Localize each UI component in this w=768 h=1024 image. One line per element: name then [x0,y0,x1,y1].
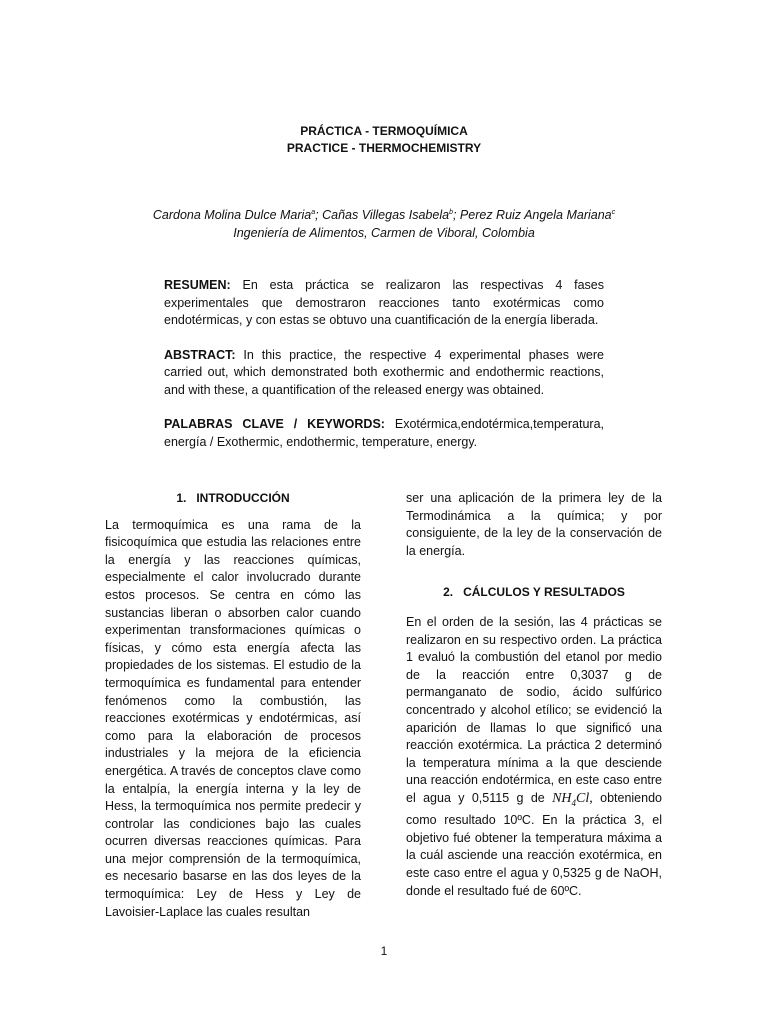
section-1-continuation: ser una aplicación de la primera ley de la Termodinámica a la química; y por consiguiente, de la ley de la conservación de la energía. [406,491,662,558]
section-1-body: La termoquímica es una rama de la fisicoquímica que estudia las relaciones entre la energía y las reacciones químicas, especialmente el calor involucrado durante estos procesos. Se centra en cómo las sustancias liberan o absorben calor cuando experimentan transformaciones químicas o físicas, y cómo esta energía afecta las propiedades de los sistemas. El estudio de la termoquímica es fundamental para entender fenómenos como la combustión, las reacciones exotérmicas y endotérmicas, así como para la elaboración de procesos industriales y la mejora de la eficiencia energética. A través de conceptos clave como la entalpía, la energía interna y la ley de Hess, la termoquímica nos permite predecir y controlar las condiciones bajo las cuales ocurren diversas reacciones químicas. Para una mejor comprensión de la termoquímica, es necesario basarse en las dos leyes de la termoquímica: Ley de Hess y Ley de Lavoisier-Laplace las cuales resultan [105,517,361,919]
section-2-body [406,614,662,900]
section-2-text-after-formula: obteniendo como resultado 10ºC. En la práctica 3, el objetivo fué obtener la temperatura máxima a la cuál asciende una reacción exotérmica, en este caso entre el agua y 0,5325 g de NaOH, donde el resultado fué de 60ºC. [406,790,662,898]
abstract-paragraph [164,347,604,400]
right-column [406,490,662,900]
authors-block [0,206,768,242]
ammonium-chloride-formula [552,791,593,806]
section-2-text-before-formula: En el orden de la sesión, las 4 prácticas se realizaron en su respectivo orden. La práctica 1 evaluó la combustión del etanol por medio de la reacción entre 0,3037 g de permanganato de sodio, ácido sulfúrico concentrado y alcohol etílico; se evidenció la aparición de llamas lo que significó una reacción exotérmica. La práctica 2 determinó la temperatura mínima a la que desciende una reacción endotérmica, en este caso entre el agua y 0,5115 g de [406,614,662,805]
page-number: 1 [380,944,388,958]
section-2-heading: 2. CÁLCULOS Y RESULTADOS [443,585,625,600]
author-3: Perez Ruiz Angela Mariana [459,208,612,222]
formula-subscript: 4 [571,797,577,808]
keywords-label: PALABRAS CLAVE / KEYWORDS: [164,417,385,431]
keywords-paragraph [164,416,604,451]
resumen-text: En esta práctica se realizaron las respectivas 4 fases experimentales que demostraron reacciones tanto exotérmicas como endotérmicas, y con estas se obtuvo una cuantificación de la energía liberada. [164,278,604,327]
author-separator-1: ; [315,208,323,222]
resumen-label: RESUMEN: [164,278,231,292]
author-1: Cardona Molina Dulce Maria [152,208,312,222]
affiliation: Ingeniería de Alimentos, Carmen de Viboral, Colombia [233,226,535,240]
left-column [105,490,361,921]
author-2: Cañas Villegas Isabela [322,208,450,222]
formula-cl: Cl [576,790,590,806]
formula-comma: , [589,790,593,806]
formula-nh: NH [552,790,572,806]
title-block [0,123,768,157]
author-1-mark: a [311,208,316,216]
abstract-text: In this practice, the respective 4 experimental phases were carried out, which demonstrated both exothermic and endothermic reactions, and with these, a quantification of the released energy was obtained. [164,347,604,397]
keywords-text: Exotérmica,endotérmica,temperatura, energía / Exothermic, endothermic, temperature, energy. [164,417,605,449]
title-spanish: PRÁCTICA - TERMOQUÍMICA [300,124,468,138]
section-1-heading: 1. INTRODUCCIÓN [176,491,290,505]
title-english: PRACTICE - THERMOCHEMISTRY [286,141,482,155]
author-3-mark: c [611,208,616,216]
author-2-mark: b [449,208,453,216]
abstract-block [164,277,604,468]
abstract-label: ABSTRACT: [164,347,236,362]
author-separator-2: ; [452,208,460,222]
author-list [0,206,768,224]
resumen-paragraph [164,277,604,330]
